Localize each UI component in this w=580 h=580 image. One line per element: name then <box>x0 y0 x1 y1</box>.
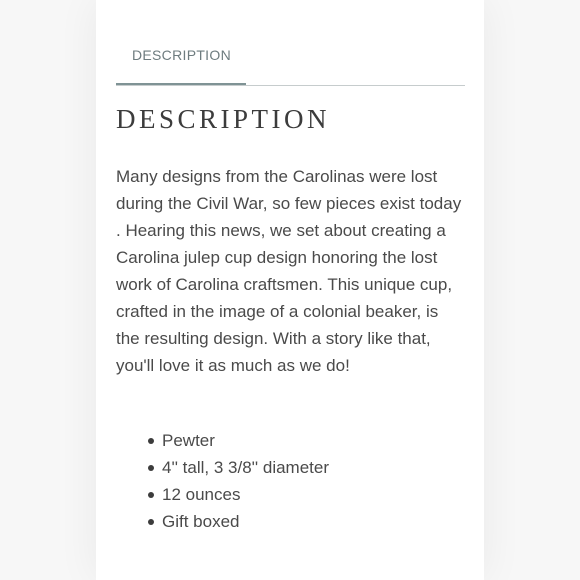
bullet-icon <box>148 492 154 498</box>
feature-text: 4'' tall, 3 3/8'' diameter <box>162 458 330 477</box>
list-item <box>116 427 464 454</box>
product-tabs <box>116 34 465 86</box>
section-title: DESCRIPTION <box>116 104 331 134</box>
feature-text: Pewter <box>162 431 215 450</box>
description-text: Many designs from the Carolinas were lost during the Civil War, so few pieces exist today . Hearing this news, we set about creating a Carolina julep cup design honoring the lost work of Carolina craftsmen. This unique cup, crafted in the image of a colonial beaker, is the resulting design. With a story like that, you'll love it as much as we do! <box>116 167 462 375</box>
bullet-icon <box>148 465 154 471</box>
list-item <box>116 481 464 508</box>
list-item <box>116 508 464 535</box>
bullet-icon <box>148 519 154 525</box>
tabs-divider <box>116 85 465 86</box>
tab-description[interactable] <box>116 34 246 86</box>
bullet-icon <box>148 438 154 444</box>
feature-text: 12 ounces <box>162 485 241 504</box>
tab-description-label: DESCRIPTION <box>132 47 231 63</box>
feature-list <box>116 427 464 535</box>
feature-text: Gift boxed <box>162 512 240 531</box>
list-item <box>116 454 464 481</box>
